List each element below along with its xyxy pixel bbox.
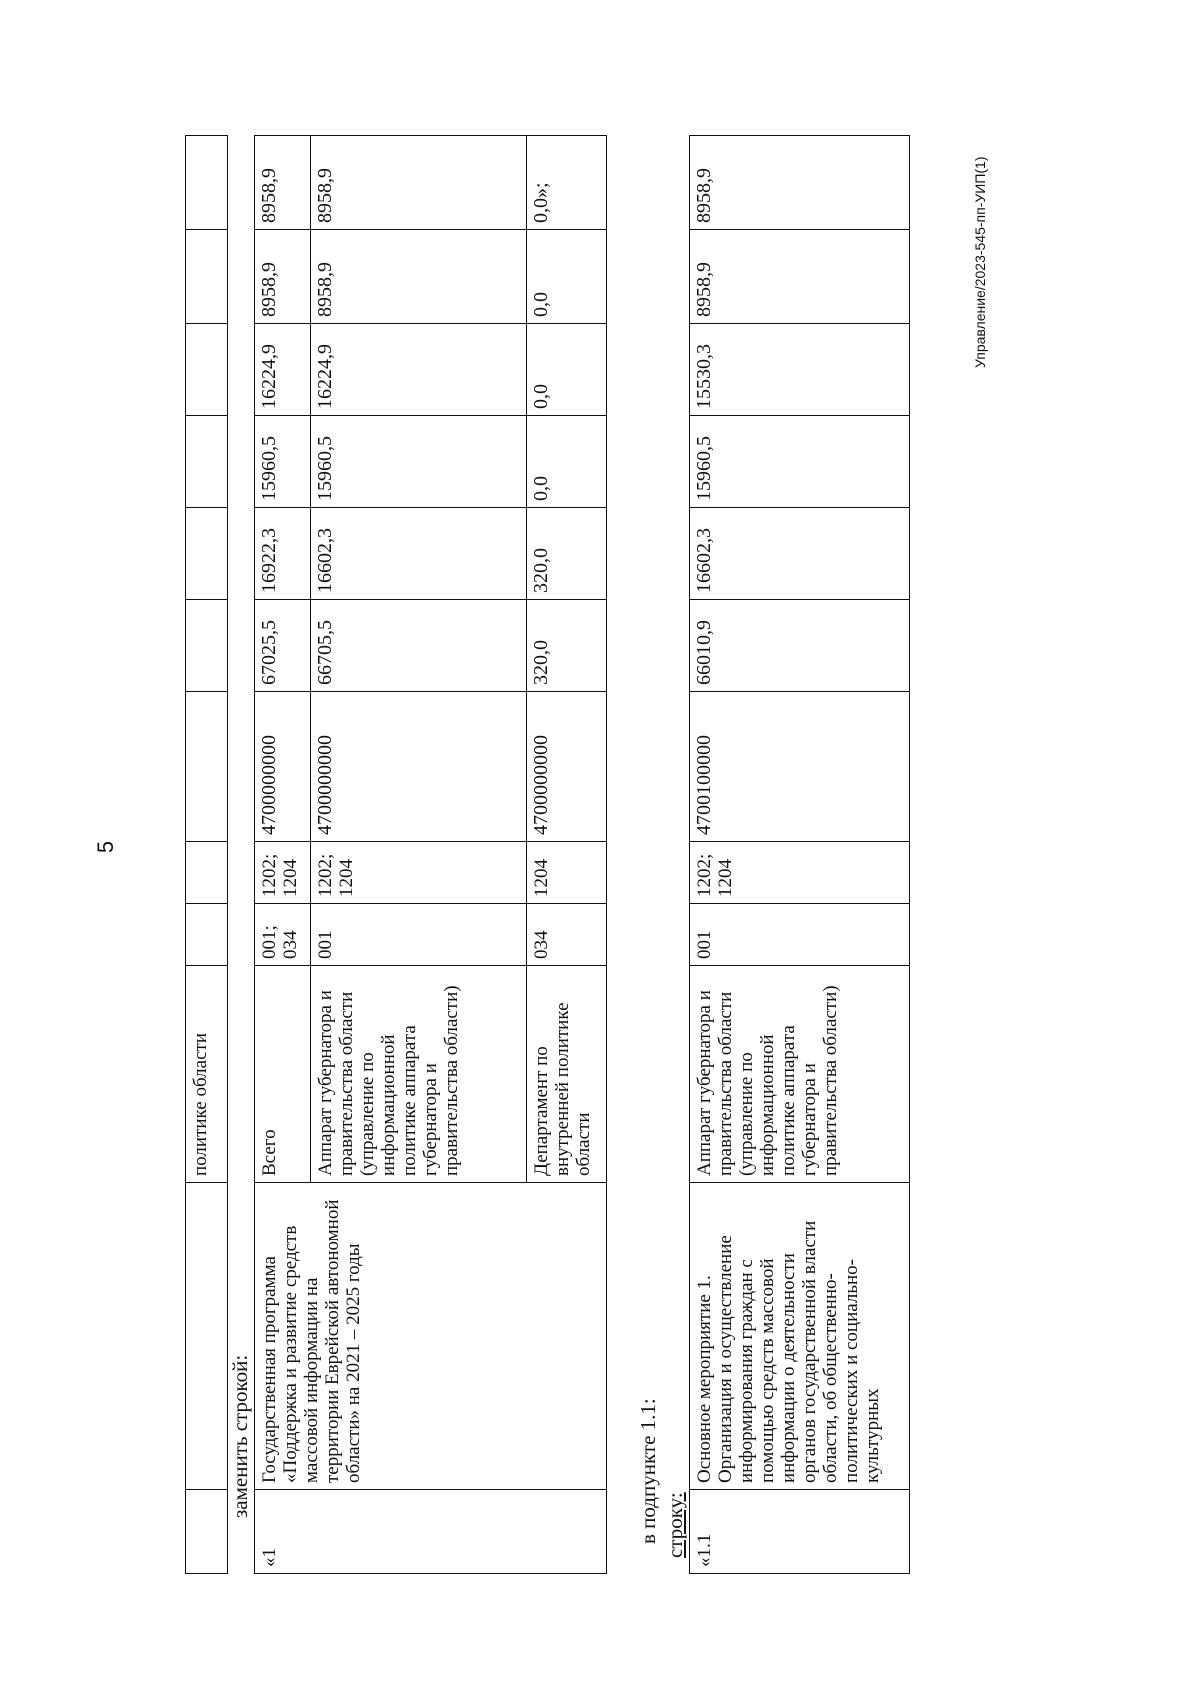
cell-row-number: «1 <box>255 1490 607 1574</box>
cell-executor: Аппарат губернатора и правительства области (управление по информационной политике аппарата губернатора и правительства области) <box>311 966 527 1183</box>
cell-program-name: Государственная программа «Поддержка и развитие средств массовой информации на территории Еврейской автономной области» на 2021 – 2025 годы <box>255 1183 607 1490</box>
program-table <box>254 135 607 1574</box>
cell-2022: 15960,5 <box>690 416 910 508</box>
cell-grbs: 034 <box>527 904 607 966</box>
cell-empty <box>186 136 228 230</box>
cell-total: 67025,5 <box>255 600 311 692</box>
cell-csr: 4700000000 <box>255 692 311 842</box>
cell-2024: 0,0 <box>527 230 607 324</box>
cell-total: 66010,9 <box>690 600 910 692</box>
table-row <box>690 136 910 1574</box>
cell-rzpr: 1202; 1204 <box>255 842 311 904</box>
cell-empty <box>186 230 228 324</box>
cell-executor: политике области <box>186 966 228 1183</box>
cell-empty <box>186 324 228 416</box>
cell-csr: 4700100000 <box>690 692 910 842</box>
cell-2021: 16602,3 <box>311 508 527 600</box>
instruction-row: строку: <box>663 1492 687 1558</box>
cell-2021: 16602,3 <box>690 508 910 600</box>
cell-total: 66705,5 <box>311 600 527 692</box>
cell-2022: 0,0 <box>527 416 607 508</box>
cell-empty <box>186 600 228 692</box>
cell-executor: Департамент по внутренней политике области <box>527 966 607 1183</box>
cell-2022: 15960,5 <box>311 416 527 508</box>
cell-2024: 8958,9 <box>690 230 910 324</box>
cell-rzpr: 1204 <box>527 842 607 904</box>
cell-2023: 15530,3 <box>690 324 910 416</box>
cell-csr: 4700000000 <box>311 692 527 842</box>
rotated-page-content <box>185 124 1005 1574</box>
cell-executor: Аппарат губернатора и правительства области (управление по информационной политике аппарата губернатора и правительства области) <box>690 966 910 1183</box>
activity-table <box>689 135 910 1574</box>
previous-table-tail <box>185 135 228 1574</box>
cell-grbs: 001 <box>311 904 527 966</box>
page-number: 5 <box>93 840 118 854</box>
cell-2025: 0,0»; <box>527 136 607 230</box>
cell-empty <box>186 1490 228 1574</box>
cell-rzpr: 1202; 1204 <box>311 842 527 904</box>
cell-2021: 320,0 <box>527 508 607 600</box>
cell-2022: 15960,5 <box>255 416 311 508</box>
cell-2023: 0,0 <box>527 324 607 416</box>
instruction-subitem: в подпункте 1.1: <box>636 1398 660 1544</box>
instruction-replace: заменить строкой: <box>228 1354 252 1518</box>
cell-grbs: 001; 034 <box>255 904 311 966</box>
cell-empty <box>186 842 228 904</box>
cell-empty <box>186 508 228 600</box>
cell-csr: 4700000000 <box>527 692 607 842</box>
cell-empty <box>186 692 228 842</box>
cell-total: 320,0 <box>527 600 607 692</box>
footer-document-code: Управление/2023-545-пп-УИП(1) <box>972 156 988 368</box>
cell-activity-name: Основное мероприятие 1. Организация и осуществление информирования граждан с помощью средств массовой информации о деятельности органов государственной власти области, об общественно-политических и социально-культурных <box>690 1183 910 1490</box>
cell-2023: 16224,9 <box>311 324 527 416</box>
cell-2025: 8958,9 <box>255 136 311 230</box>
cell-2025: 8958,9 <box>690 136 910 230</box>
cell-empty <box>186 1183 228 1490</box>
cell-rzpr: 1202; 1204 <box>690 842 910 904</box>
cell-empty <box>186 904 228 966</box>
cell-row-number: «1.1 <box>690 1490 910 1574</box>
cell-2024: 8958,9 <box>255 230 311 324</box>
cell-2021: 16922,3 <box>255 508 311 600</box>
cell-2025: 8958,9 <box>311 136 527 230</box>
cell-2023: 16224,9 <box>255 324 311 416</box>
table-row <box>255 136 311 1574</box>
cell-2024: 8958,9 <box>311 230 527 324</box>
cell-grbs: 001 <box>690 904 910 966</box>
cell-empty <box>186 416 228 508</box>
cell-executor: Всего <box>255 966 311 1183</box>
